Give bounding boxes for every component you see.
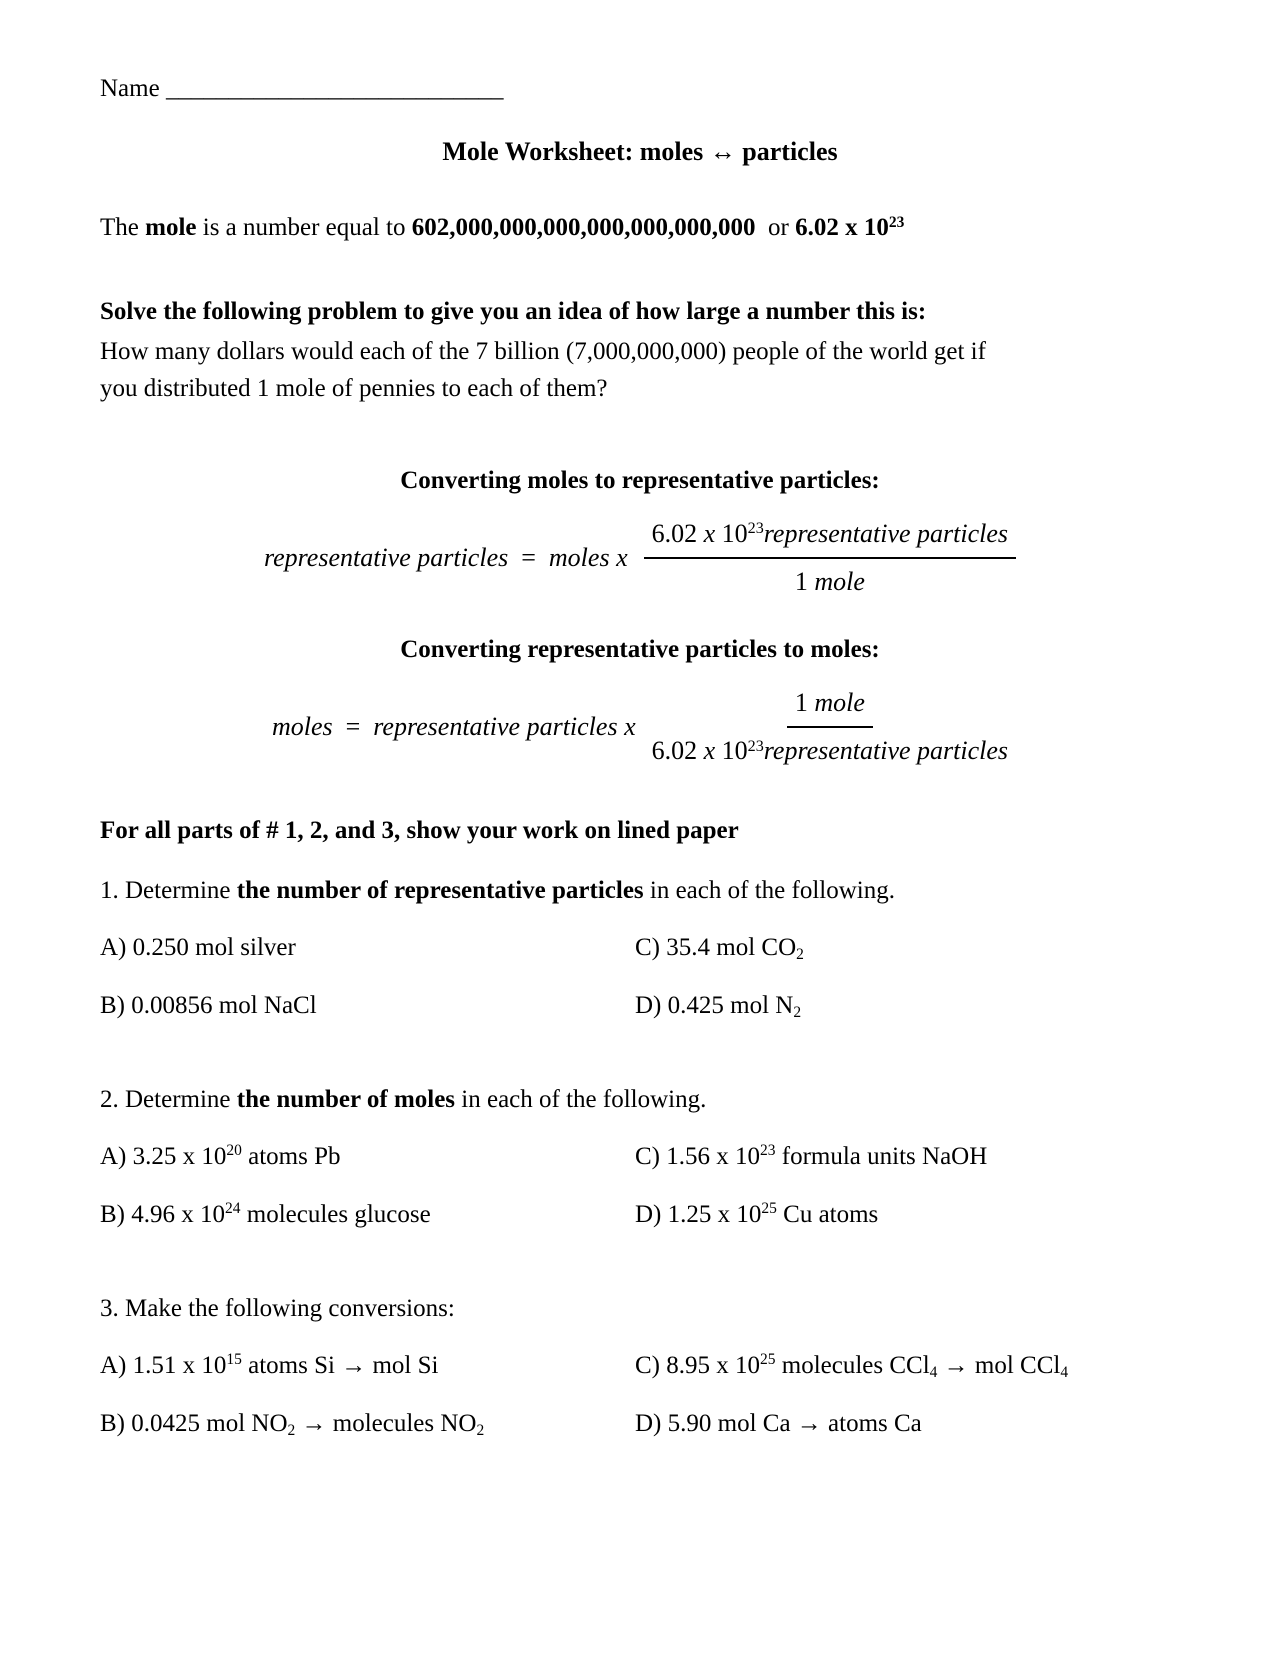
question-1-item-a: A) 0.250 mol silver xyxy=(100,933,296,961)
worksheet-title: Mole Worksheet: moles ↔ particles xyxy=(442,137,838,166)
problem-heading: Solve the following problem to give you an idea of how large a number this is: xyxy=(100,298,927,326)
question-3-item-a: A) 1.51 x $10^{15}$ atoms Si → mol Si xyxy=(100,1351,439,1379)
question-2-item-a: A) 3.25 x $10^{20}$ atoms Pb xyxy=(100,1142,341,1170)
question-2-heading: 2. Determine the number of moles in each of the following. xyxy=(100,1085,707,1113)
name-row xyxy=(100,74,1180,104)
question-3-heading: 3. Make the following conversions: xyxy=(100,1294,455,1322)
question-2-items xyxy=(100,1142,1180,1230)
formula-2-lhs: moles = representative particles x xyxy=(271,712,636,742)
question-1-item-c: C) 35.4 mol CO2 xyxy=(635,933,804,964)
question-1-items xyxy=(100,933,1180,1021)
conv-particles-heading: Converting moles to representative particles: xyxy=(400,466,880,494)
name-blank-line: ___________________________ xyxy=(165,75,504,102)
question-2-item-c: C) 1.56 x $10^{23}$ formula units NaOH xyxy=(635,1142,988,1170)
problem-body xyxy=(100,333,1180,408)
question-1-heading: 1. Determine the number of representative particles in each of the following. xyxy=(100,876,895,904)
formula-2-numerator: 1 mole xyxy=(787,687,873,729)
formula-2-denominator: 6.02 x $10^{23}representative$ particles xyxy=(651,736,1009,766)
formula-particles-to-moles xyxy=(100,687,1180,768)
formula-1-fraction xyxy=(644,518,1016,599)
question-1-item-b: B) 0.00856 mol NaCl xyxy=(100,991,317,1019)
conv-moles-heading: Converting representative particles to moles: xyxy=(400,635,880,663)
question-3-items xyxy=(100,1351,1180,1439)
question-3 xyxy=(100,1294,1180,1439)
formula-1-lhs: representative particles = moles x xyxy=(263,543,628,573)
work-instructions: For all parts of # 1, 2, and 3, show your work on lined paper xyxy=(100,816,739,844)
name-label: Name xyxy=(100,75,160,102)
question-1-item-d: D) 0.425 mol N2 xyxy=(635,991,802,1022)
question-3-item-b: B) 0.0425 mol NO2 → molecules NO2 xyxy=(100,1409,485,1440)
question-3-item-d: D) 5.90 mol Ca → atoms Ca xyxy=(635,1409,922,1437)
formula-1-numerator: 6.02 x $10^{23}representative$ particles xyxy=(644,518,1016,560)
question-1 xyxy=(100,876,1180,1021)
formula-2-fraction xyxy=(652,687,1008,768)
question-3-item-c: C) 8.95 x $10^{25}$ molecules CCl4 → mol CCl4 xyxy=(635,1351,1069,1382)
problem-body-line-2: you distributed 1 mole of pennies to each of them? xyxy=(100,375,608,403)
problem-body-line-1: How many dollars would each of the 7 billion (7,000,000,000) people of the world get if xyxy=(100,337,986,365)
question-2-item-d: D) 1.25 x $10^{25}$ Cu atoms xyxy=(635,1200,879,1228)
question-2-item-b: B) 4.96 x $10^{24}$ molecules glucose xyxy=(100,1200,431,1228)
intro-paragraph: The mole is a number equal to 602,000,000,000,000,000,000,000 or 6.02 x $10^{23}$ xyxy=(100,213,905,242)
question-2 xyxy=(100,1085,1180,1230)
formula-1-denominator: 1 mole xyxy=(794,567,865,597)
formula-moles-to-particles xyxy=(100,518,1180,599)
